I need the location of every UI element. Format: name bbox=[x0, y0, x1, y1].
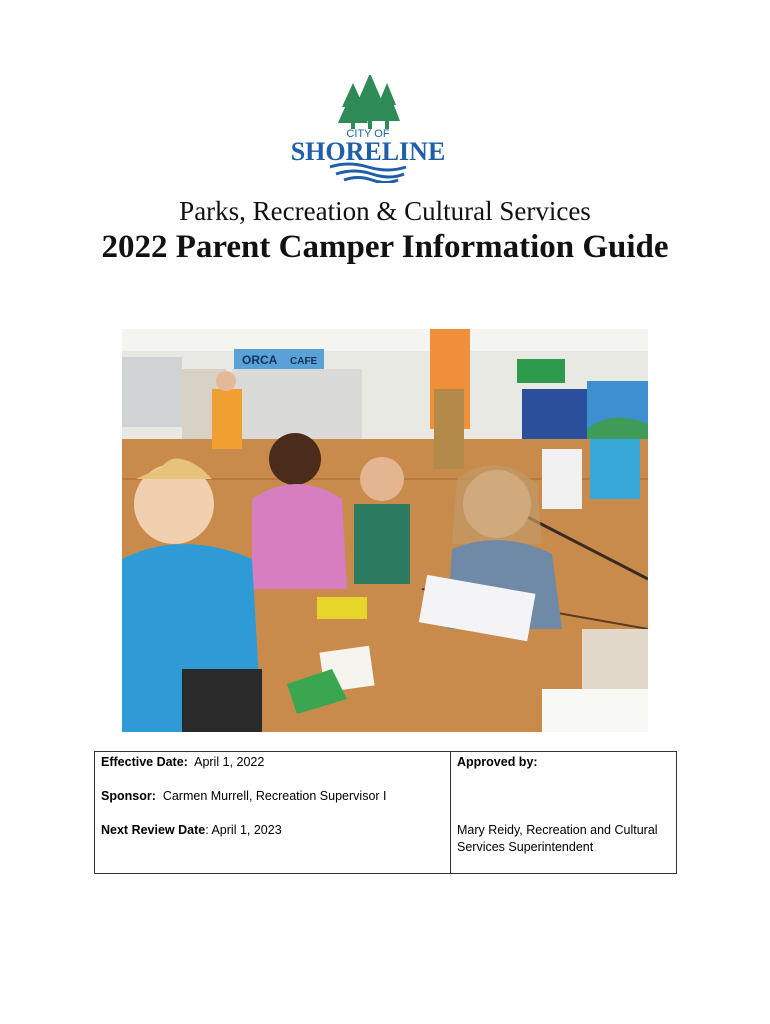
sponsor-value: Carmen Murrell, Recreation Supervisor I bbox=[162, 789, 387, 803]
next-review-value: : April 1, 2023 bbox=[205, 823, 282, 837]
effective-date-label: Effective Date: bbox=[101, 755, 188, 769]
sponsor-row bbox=[101, 789, 387, 803]
next-review-row bbox=[101, 823, 282, 837]
effective-date-value: April 1, 2022 bbox=[194, 755, 265, 769]
city-of-shoreline-logo bbox=[288, 75, 448, 183]
approval-cell bbox=[451, 752, 677, 874]
document-info-table bbox=[94, 751, 677, 874]
logo-city-name: SHORELINE bbox=[290, 137, 446, 166]
logo-city-of: CITY OF bbox=[346, 128, 390, 140]
document-title: 2022 Parent Camper Information Guide bbox=[101, 229, 669, 265]
tree-logo-icon bbox=[288, 75, 448, 183]
details-cell bbox=[95, 752, 451, 874]
campers-photo bbox=[122, 329, 648, 732]
approver-line-2: Services Superintendent bbox=[457, 840, 594, 854]
sponsor-label: Sponsor: bbox=[101, 789, 156, 803]
effective-date-row bbox=[101, 755, 264, 769]
approver-line-1: Mary Reidy, Recreation and Cultural bbox=[457, 823, 658, 837]
department-heading: Parks, Recreation & Cultural Services bbox=[179, 196, 591, 226]
banner-cafe: CAFE bbox=[290, 356, 318, 367]
banner-orca: ORCA bbox=[242, 353, 278, 367]
next-review-label: Next Review Date bbox=[101, 823, 206, 837]
approved-by-label: Approved by: bbox=[457, 755, 538, 769]
